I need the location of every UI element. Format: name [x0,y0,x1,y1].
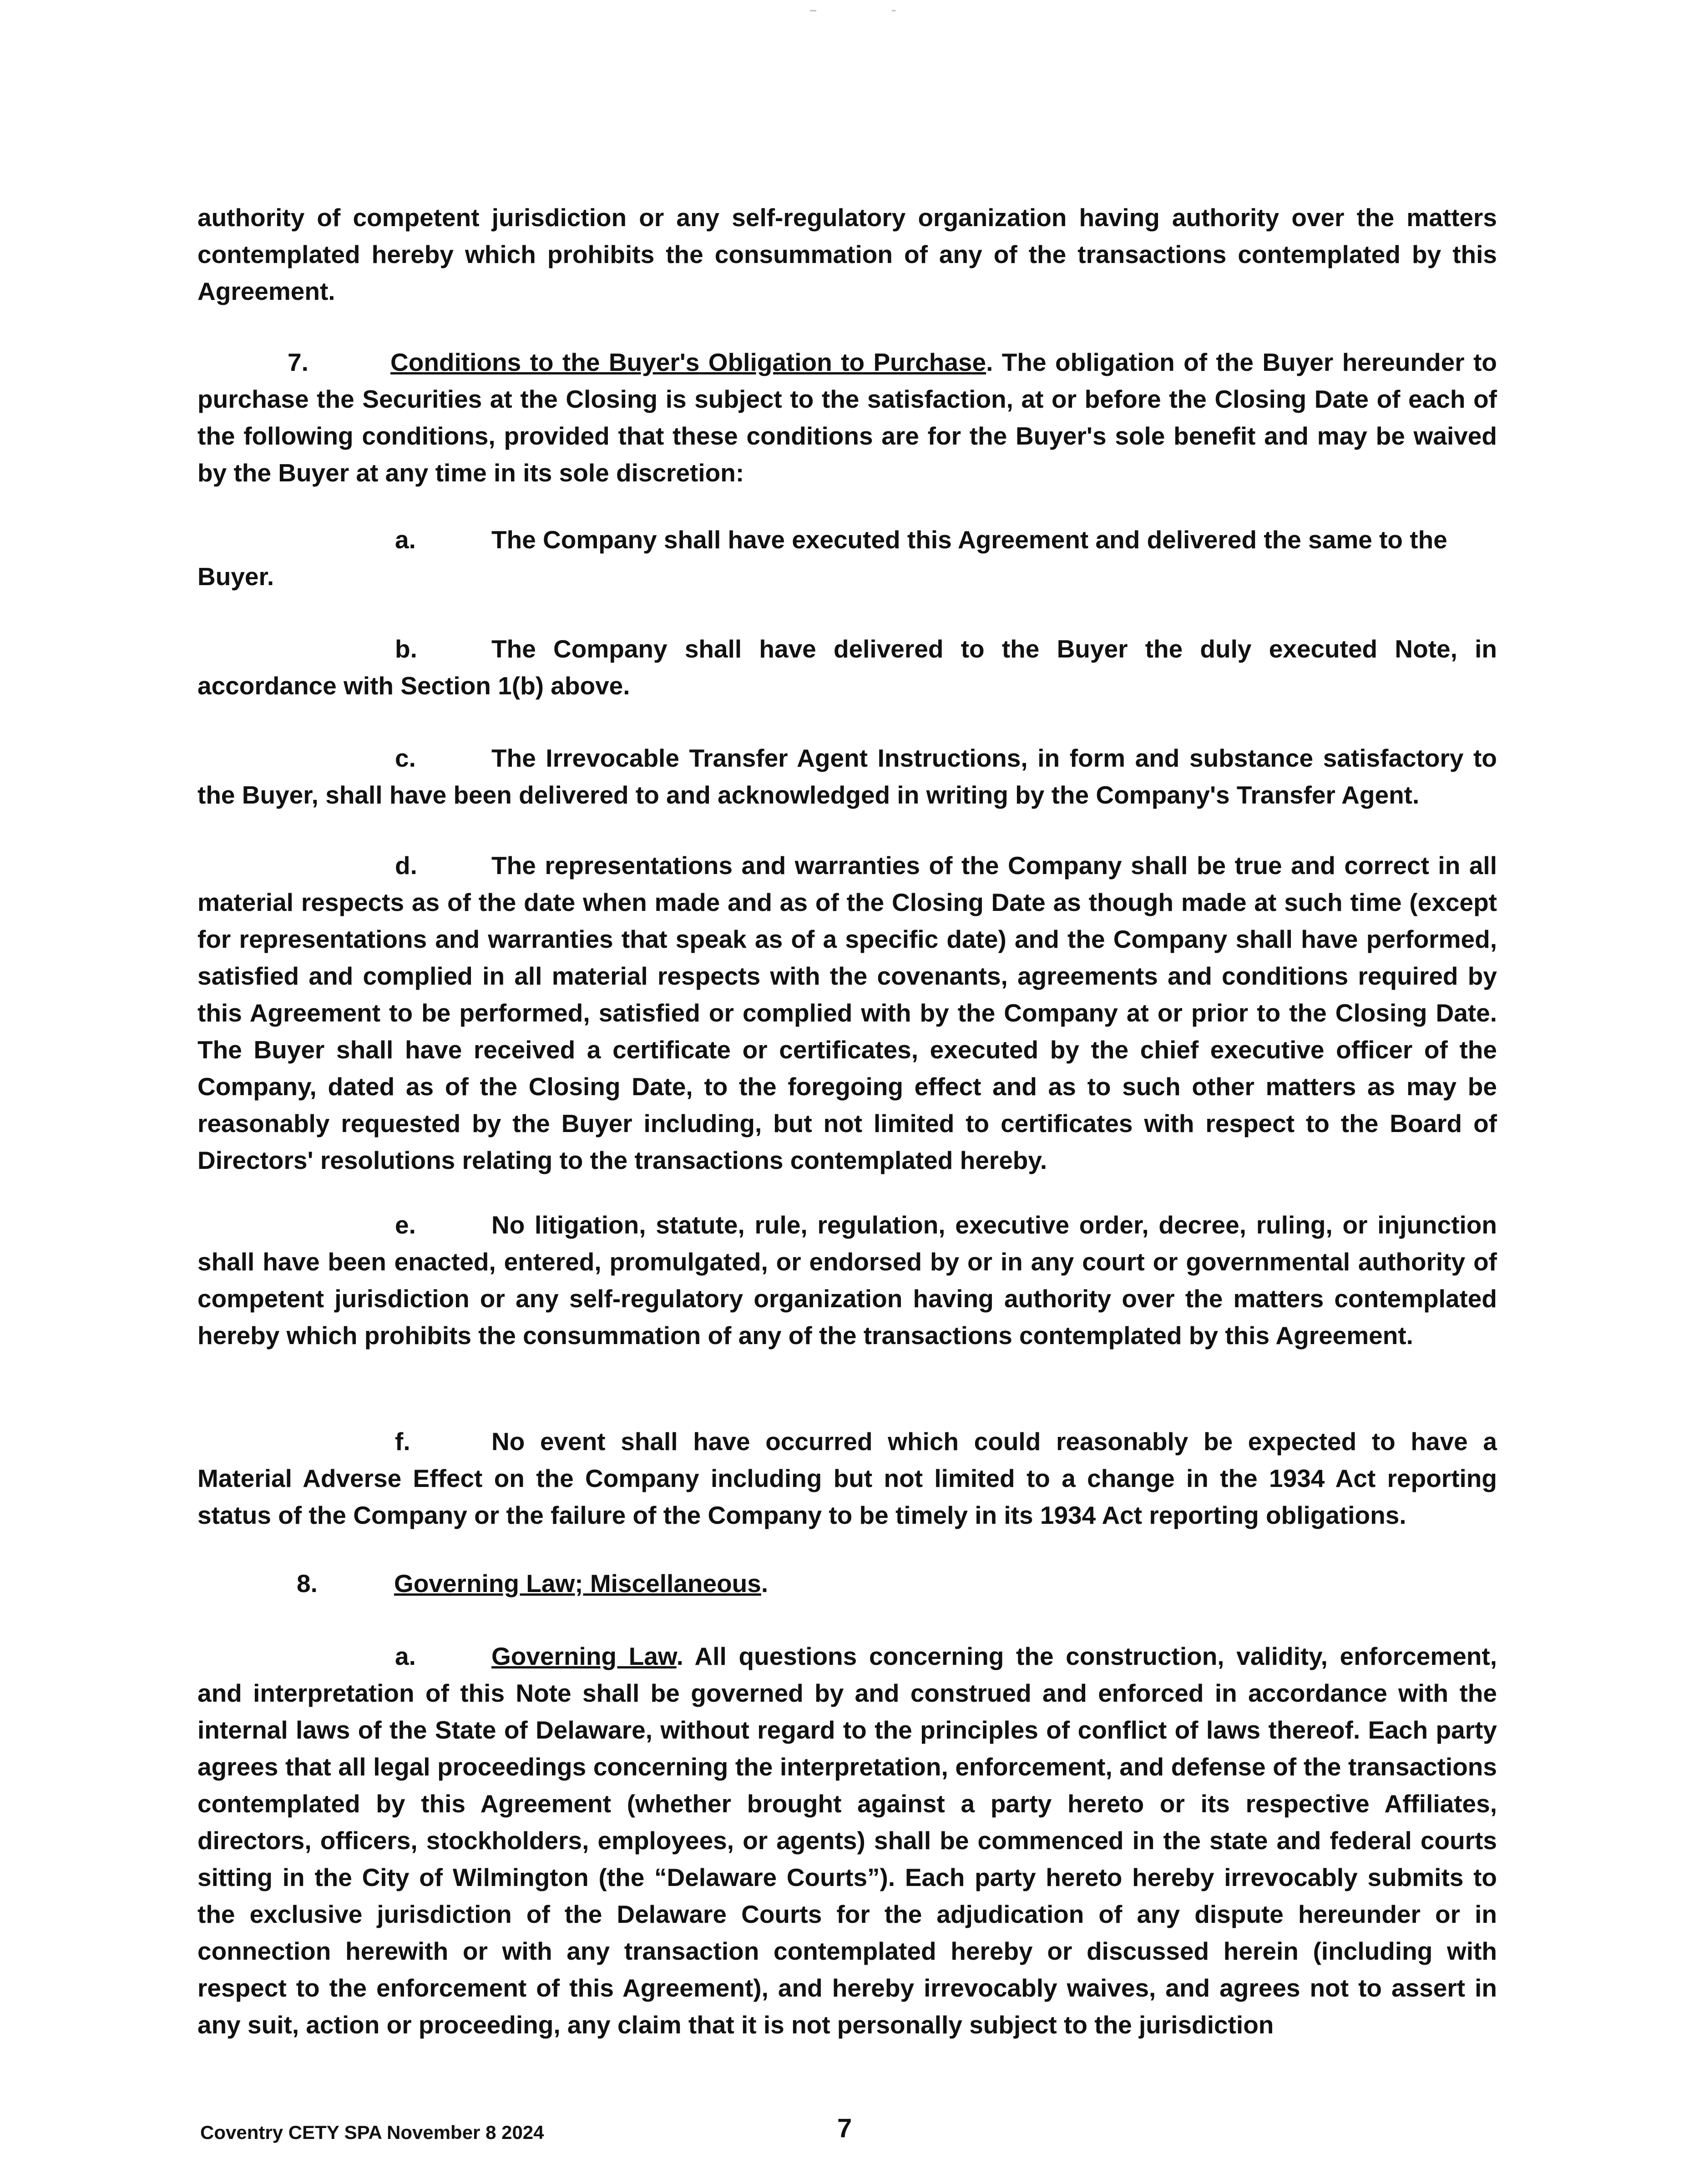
condition-f-label: f. [395,1427,410,1456]
condition-e-text: No litigation, statute, rule, regulation, executive order, decree, ruling, or injunction shall have been enacted, entered, promulgated, or endorsed by or in any court or governmental authority of competent jurisdiction or any self-regulatory organization having authority over the matters contemplated hereby which prohibits the consummation of any of the transactions contemplated by this Agreement. [197,1211,1497,1350]
section-7-paragraph [197,344,1497,491]
condition-b [197,631,1497,704]
intro-text: authority of competent jurisdiction or any self-regulatory organization having authority over the matters contemplated hereby which prohibits the consummation of any of the transactions contemplated by this Agreement. [197,203,1497,305]
condition-a-label: a. [395,526,416,554]
intro-paragraph [197,199,1497,310]
section-7-number: 7. [288,348,308,376]
section-7-text: . The obligation of the Buyer hereunder to purchase the Securities at the Closing is subject to the satisfaction, at or before the Closing Date of each of the following conditions, provided that these conditions are for the Buyer's sole benefit and may be waived by the Buyer at any time in its sole discretion: [197,348,1497,487]
condition-f-text: No event shall have occurred which could reasonably be expected to have a Material Adverse Effect on the Company including but not limited to a change in the 1934 Act reporting status of the Company or the failure of the Company to be timely in its 1934 Act reporting obligations. [197,1427,1497,1529]
condition-c-label: c. [395,744,416,772]
condition-b-label: b. [395,635,417,663]
condition-c [197,740,1497,814]
condition-a [197,521,1497,558]
section-8-period: . [761,1569,769,1598]
section-8-number: 8. [297,1569,318,1598]
section-8a-label: a. [395,1642,416,1670]
page-number: 7 [837,2113,852,2143]
condition-c-text: The Irrevocable Transfer Agent Instructions, in form and substance satisfactory to the Buyer, shall have been delivered to and acknowledged in writing by the Company's Transfer Agent. [197,744,1497,809]
condition-d [197,847,1497,1179]
scan-speck [810,10,816,11]
condition-a-cont-text: Buyer. [197,562,274,591]
section-8-heading-line [197,1565,1497,1602]
section-7-heading: Conditions to the Buyer's Obligation to Purchase [390,348,986,376]
section-8a-text: . All questions concerning the construction, validity, enforcement, and interpretation of this Note shall be governed by and construed and enforced in accordance with the internal laws of the State of Delaware, without regard to the principles of conflict of laws thereof. Each party agrees that all legal proceedings concerning the interpretation, enforcement, and defense of the transactions contemplated by this Agreement (whether brought against a party hereto or its respective Affiliates, directors, officers, stockholders, employees, or agents) shall be commenced in the state and federal courts sitting in the City of Wilmington (the “Delaware Courts”). Each party hereto hereby irrevocably submits to the exclusive jurisdiction of the Delaware Courts for the adjudication of any dispute hereunder or in connection herewith or with any transaction contemplated hereby or discussed herein (including with respect to the enforcement of this Agreement), and hereby irrevocably waives, and agrees not to assert in any suit, action or proceeding, any claim that it is not personally subject to the jurisdiction [197,1642,1497,2039]
section-8-heading: Governing Law; Miscellaneous [394,1569,761,1598]
condition-d-label: d. [395,851,417,880]
section-8a-heading: Governing Law [491,1642,677,1670]
condition-f [197,1423,1497,1534]
condition-b-text: The Company shall have delivered to the Buyer the duly executed Note, in accordance with Section 1(b) above. [197,635,1497,700]
scan-speck [892,10,895,11]
condition-d-text: The representations and warranties of the Company shall be true and correct in all material respects as of the date when made and as of the Closing Date as though made at such time (except for representations and warranties that speak as of a specific date) and the Company shall have performed, satisfied and complied in all material respects with the covenants, agreements and conditions required by this Agreement to be performed, satisfied or complied with by the Company at or prior to the Closing Date. The Buyer shall have received a certificate or certificates, executed by the chief executive officer of the Company, dated as of the Closing Date, to the foregoing effect and as to such other matters as may be reasonably requested by the Buyer including, but not limited to certificates with respect to the Board of Directors' resolutions relating to the transactions contemplated hereby. [197,851,1497,1174]
section-8a-paragraph [197,1638,1497,2043]
condition-a-text: The Company shall have executed this Agreement and delivered the same to the [491,526,1447,554]
condition-e [197,1207,1497,1354]
condition-a-continuation [197,558,1497,595]
footer-doc-id: Coventry CETY SPA November 8 2024 [200,2122,544,2143]
condition-e-label: e. [395,1211,416,1239]
